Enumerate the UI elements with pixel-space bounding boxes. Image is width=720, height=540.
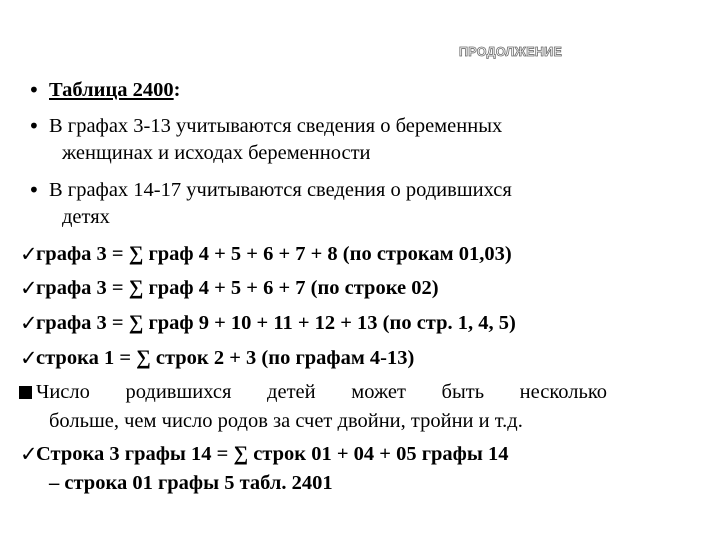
check-mark-icon: ✓ [20, 276, 38, 300]
item-line: В графах 3-13 учитываются сведения о беременных [49, 115, 503, 137]
section-header: ПРОДОЛЖЕНИЕ [459, 45, 563, 59]
item-line: графа 3 = ∑ граф 4 + 5 + 6 + 7 (по строке 02) [36, 277, 439, 299]
bullet-dot-icon: • [28, 114, 40, 138]
item-line: детях [62, 206, 110, 228]
item-line: Число родившихся детей может быть несколько [36, 381, 607, 403]
item-line: Строка 3 графы 14 = ∑ строк 01 + 04 + 05 графы 14 [36, 443, 509, 465]
item-line: графа 3 = ∑ граф 4 + 5 + 6 + 7 + 8 (по строкам 01,03) [36, 243, 512, 265]
item-line: больше, чем число родов за счет двойни, тройни и т.д. [49, 410, 523, 432]
item-line: строка 1 = ∑ строк 2 + 3 (по графам 4-13) [36, 347, 415, 369]
bullet-dot-icon: • [28, 78, 40, 102]
check-mark-icon: ✓ [20, 346, 38, 370]
check-mark-icon: ✓ [20, 242, 38, 266]
check-mark-icon: ✓ [20, 311, 38, 335]
item-line: женщинах и исходах беременности [62, 142, 371, 164]
bullet-dot-icon: • [28, 178, 40, 202]
item-line: графа 3 = ∑ граф 9 + 10 + 11 + 12 + 13 (по стр. 1, 4, 5) [36, 312, 516, 334]
item-line: – строка 01 графы 5 табл. 2401 [49, 472, 333, 494]
table-name-colon: : [173, 79, 181, 101]
item-line: В графах 14-17 учитываются сведения о родившихся [49, 179, 512, 201]
table-name: Таблица 2400 [49, 79, 174, 101]
square-bullet-icon [19, 386, 32, 399]
check-mark-icon: ✓ [20, 442, 38, 466]
